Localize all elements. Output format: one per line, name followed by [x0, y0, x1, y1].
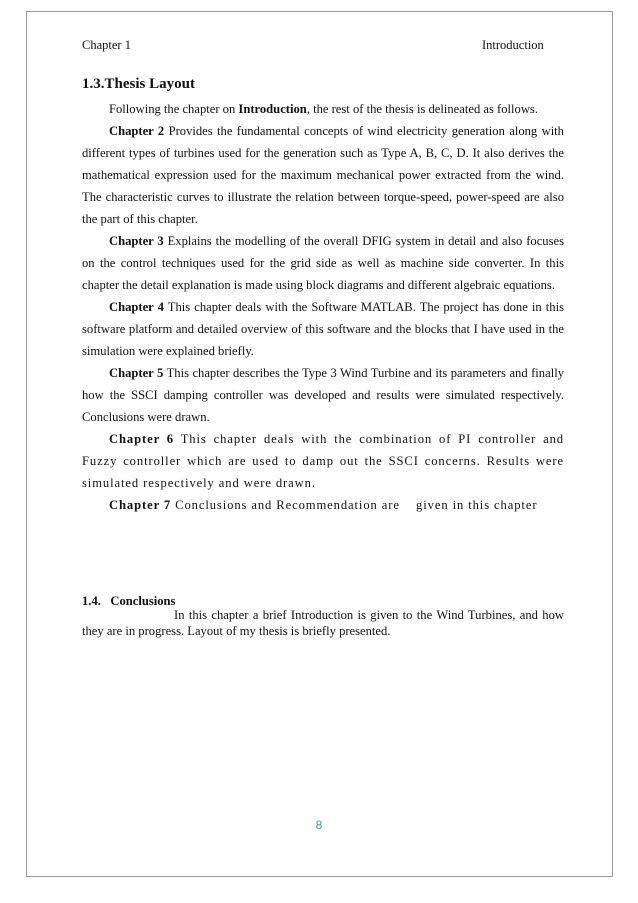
chapter-6-paragraph: Chapter 6 This chapter deals with the combination of PI controller and Fuzzy controller which are used to damp out the SSCI concerns. Results were simulated respectively and were drawn. — [82, 432, 564, 490]
chapter-7-paragraph: Chapter 7 Conclusions and Recommendation are given in this chapter — [109, 498, 538, 512]
conclusions-paragraph: In this chapter a brief Introduction is given to the Wind Turbines, and how they are in progress. Layout of my thesis is briefly presented. — [82, 608, 564, 638]
header-title: Introduction — [482, 38, 544, 52]
conclusions-body — [82, 607, 564, 639]
header-chapter: Chapter 1 — [82, 38, 131, 52]
chapter-3-paragraph: Chapter 3 Explains the modelling of the overall DFIG system in detail and also focuses on the control techniques used for the grid side as well as machine side converter. In this chapter the detail explanation is made using block diagrams and different algebraic equations. — [82, 234, 564, 292]
chapter-5-paragraph: Chapter 5 This chapter describes the Type 3 Wind Turbine and its parameters and finally how the SSCI damping controller was developed and results were simulated respectively. Conclusions were drawn. — [82, 366, 564, 424]
page-number: 8 — [315, 818, 323, 832]
section-number: 1.3. — [82, 76, 105, 92]
intro-paragraph: Following the chapter on Introduction, the rest of the thesis is delineated as follows. — [109, 102, 538, 116]
section-title: Thesis Layout — [104, 76, 195, 92]
conclusions-number: 1.4. — [82, 594, 101, 608]
section-heading — [82, 76, 195, 93]
chapter-2-paragraph: Chapter 2 Provides the fundamental concepts of wind electricity generation along with different types of turbines used for the generation such as Type A, B, C, D. It also derives the mathematical expression used for the maximum mechanical power extracted from the wind. The characteristic curves to illustrate the relation between torque-speed, power-speed are also the part of this chapter. — [82, 124, 564, 226]
conclusions-title: Conclusions — [110, 594, 176, 608]
chapter-4-paragraph: Chapter 4 This chapter deals with the Software MATLAB. The project has done in this software platform and detailed overview of this software and the blocks that I have used in the simulation were explained briefly. — [82, 300, 564, 358]
section-body — [82, 98, 564, 516]
